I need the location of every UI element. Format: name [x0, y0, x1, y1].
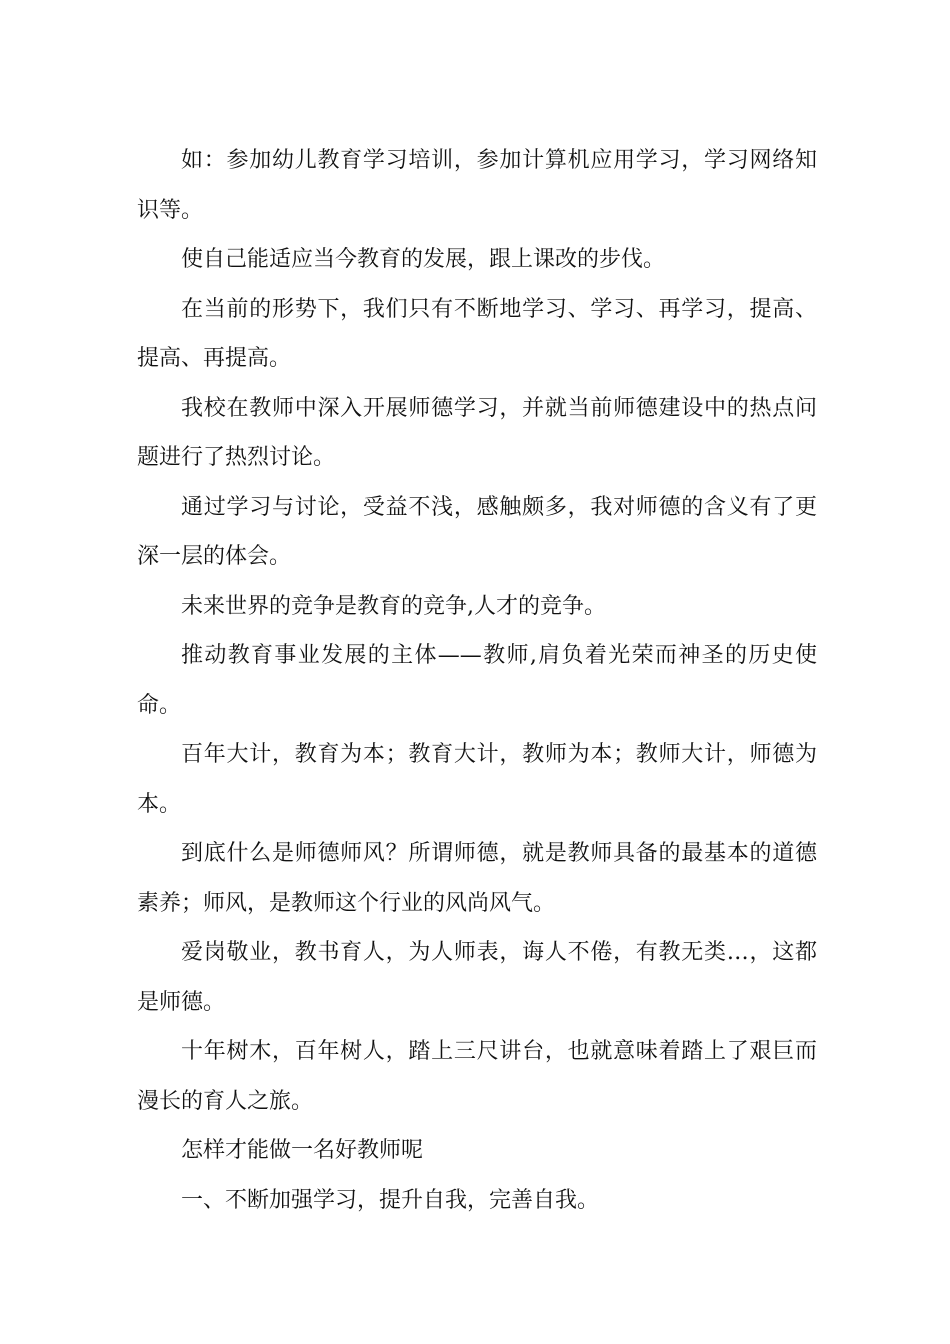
paragraph: 十年树木，百年树人，踏上三尺讲台，也就意味着踏上了艰巨而漫长的育人之旅。	[137, 1039, 817, 1114]
paragraph: 我校在教师中深入开展师德学习，并就当前师德建设中的热点问题进行了热烈讨论。	[137, 395, 817, 470]
paragraph: 使自己能适应当今教育的发展，跟上课改的步伐。	[181, 247, 666, 272]
paragraph: 通过学习与讨论，受益不浅，感触颇多，我对师德的含义有了更深一层的体会。	[137, 494, 817, 569]
paragraph: 未来世界的竞争是教育的竞争,人才的竞争。	[181, 593, 606, 619]
paragraph: 一、不断加强学习，提升自我，完善自我。	[181, 1187, 600, 1213]
paragraph: 在当前的形势下，我们只有不断地学习、学习、再学习，提高、提高、再提高。	[137, 296, 817, 371]
paragraph: 百年大计，教育为本；教育大计，教师为本；教师大计，师德为本。	[137, 742, 817, 817]
paragraph: 推动教育事业发展的主体——教师,肩负着光荣而神圣的历史使命。	[137, 643, 817, 718]
paragraph: 如：参加幼儿教育学习培训，参加计算机应用学习，学习网络知识等。	[137, 148, 817, 223]
paragraph: 爱岗敬业，教书育人，为人师表，诲人不倦，有教无类…，这都是师德。	[137, 940, 817, 1015]
document-body	[137, 136, 817, 1225]
paragraph: 到底什么是师德师风？所谓师德，就是教师具备的最基本的道德素养；师风，是教师这个行业的风尚风气。	[137, 841, 817, 916]
paragraph: 怎样才能做一名好教师呢	[181, 1138, 424, 1163]
